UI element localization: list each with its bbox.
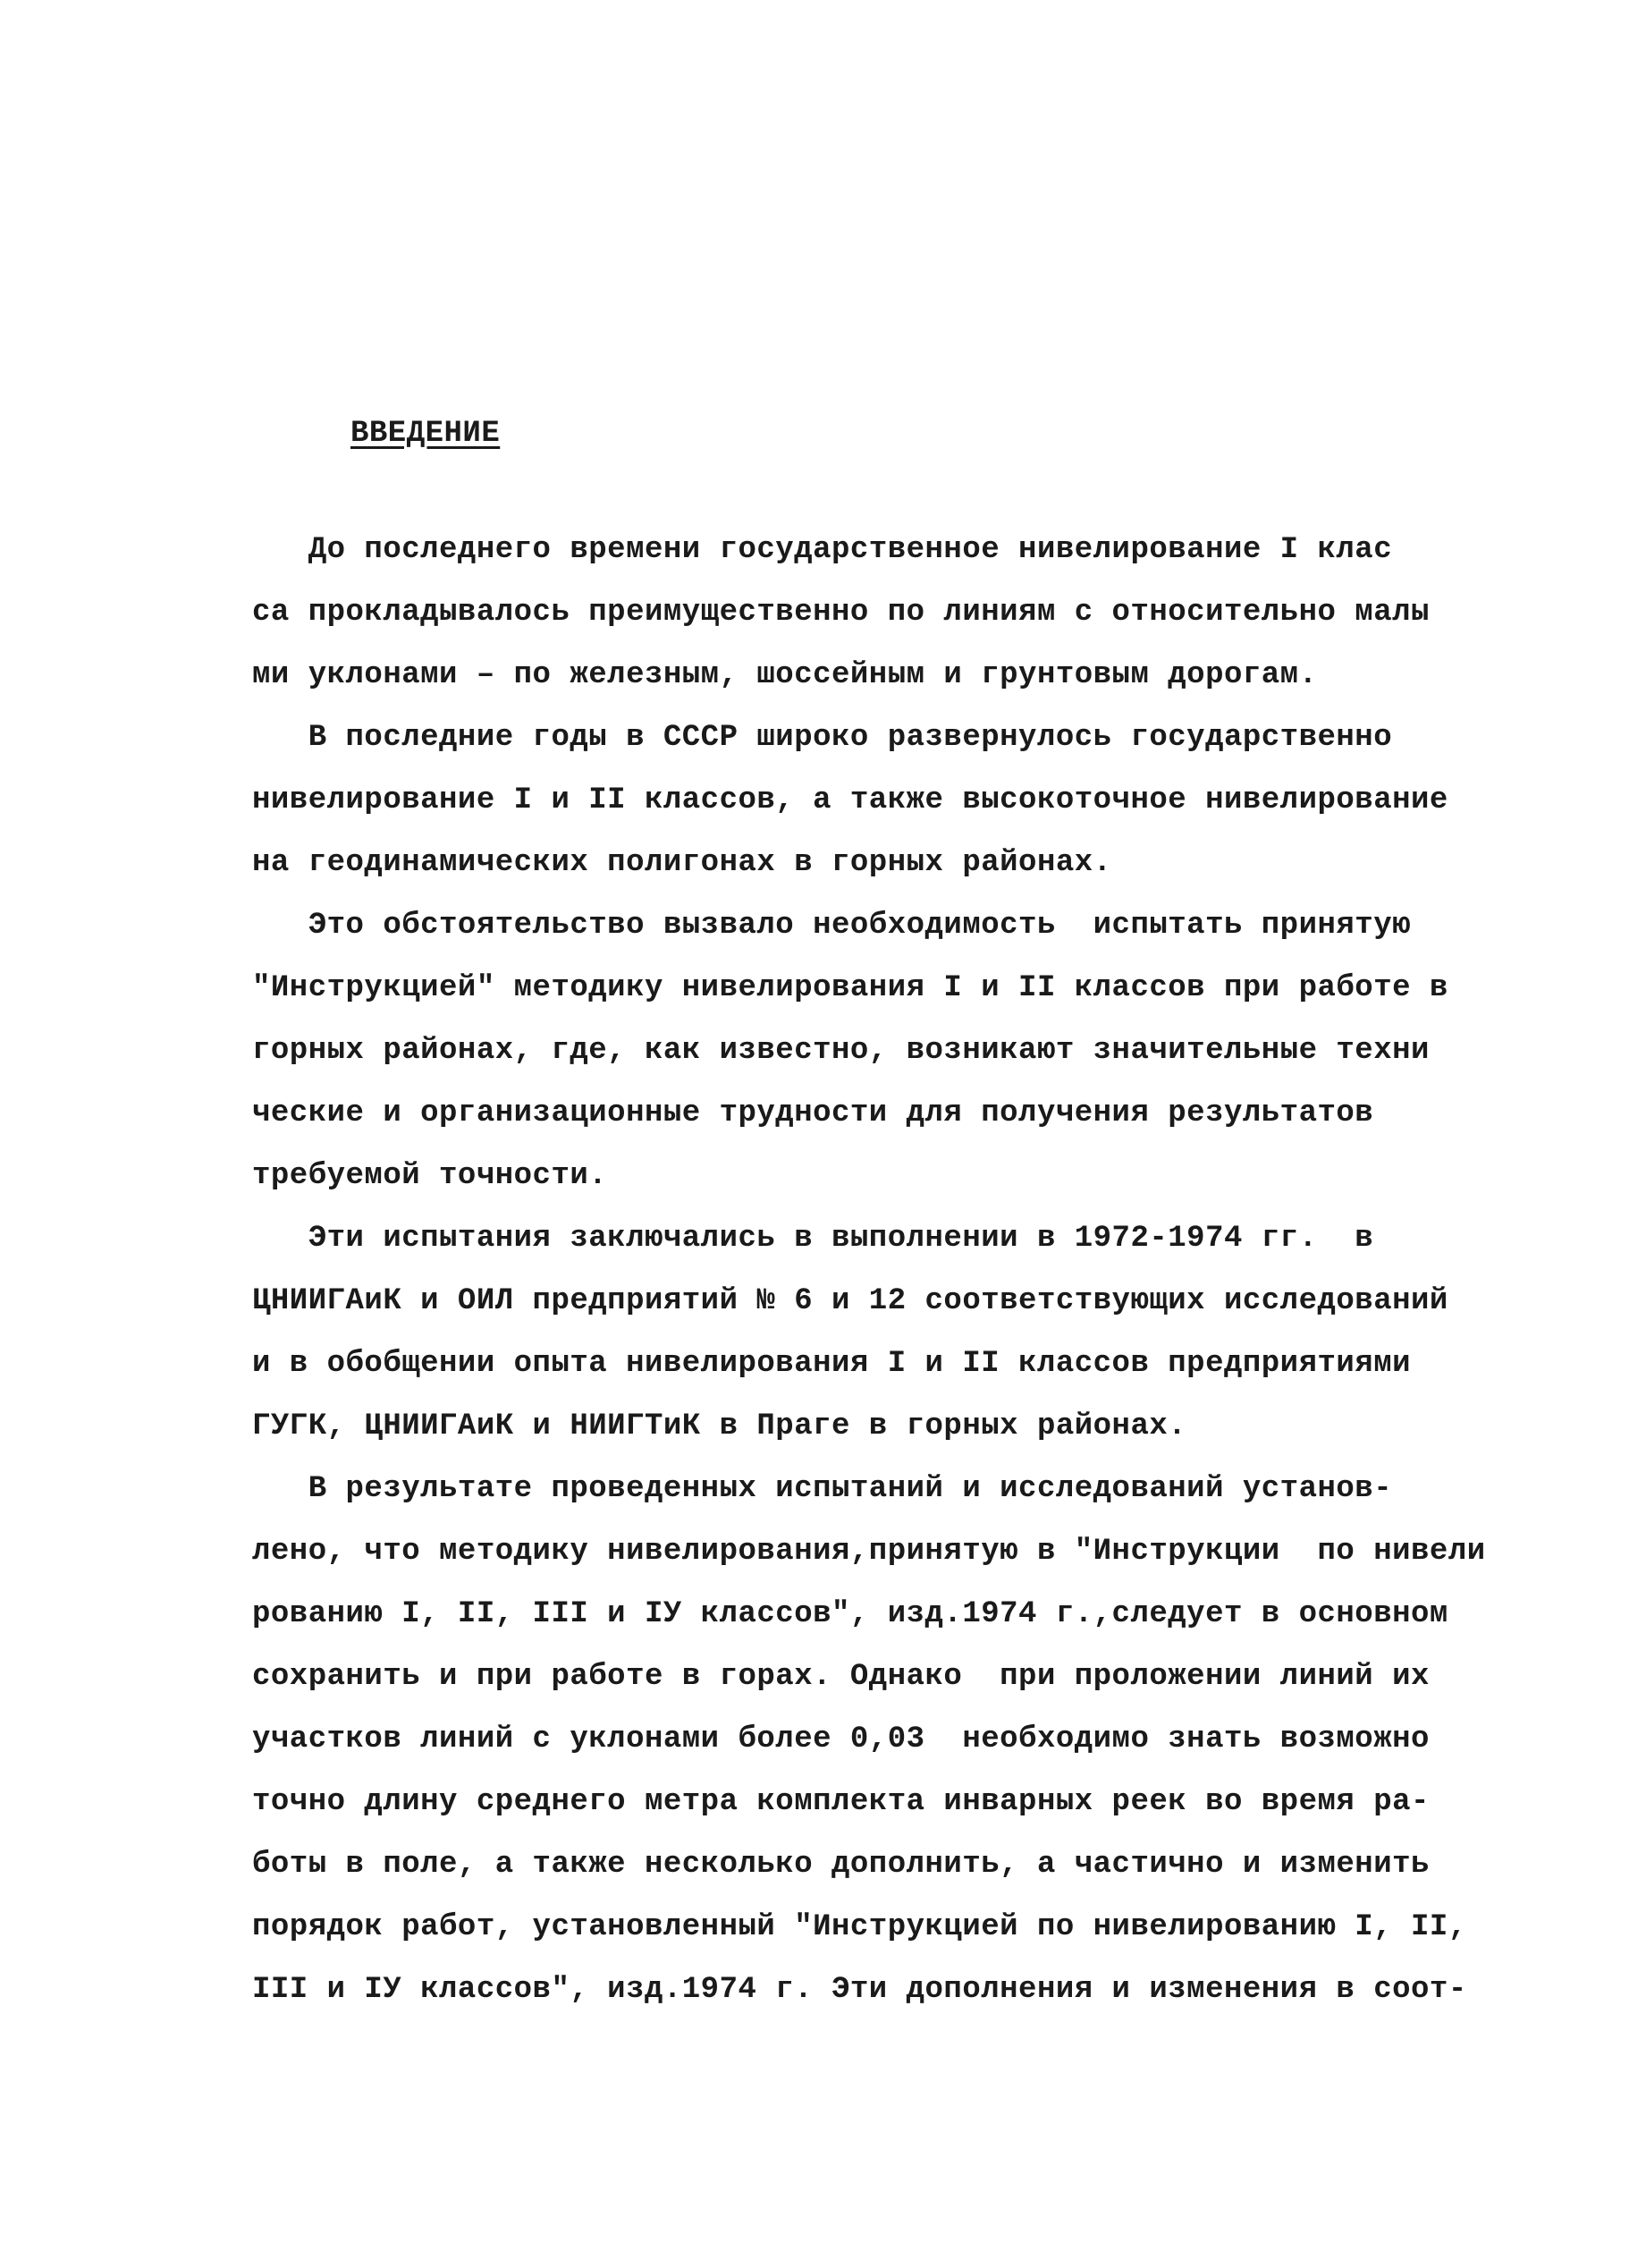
text-line: и в обобщении опыта нивелирования I и II классов предприятиями: [252, 1347, 1412, 1381]
text-line: горных районах, где, как известно, возникают значительные техни: [252, 1034, 1430, 1068]
section-heading: ВВЕДЕНИЕ: [350, 417, 501, 451]
text-line: точно длину среднего метра комплекта инварных реек во время ра-: [252, 1785, 1430, 1819]
text-line: требуемой точности.: [252, 1159, 608, 1193]
text-line: В последние годы в СССР широко развернулось государственно: [252, 721, 1393, 755]
body-text: [252, 519, 1522, 2021]
text-line: "Инструкцией" методику нивелирования I и II классов при работе в: [252, 971, 1448, 1005]
text-line: Это обстоятельство вызвало необходимость испытать принятую: [252, 909, 1412, 943]
text-line: лено, что методику нивелирования,принятую в "Инструкции по нивели: [252, 1535, 1486, 1569]
text-line: порядок работ, установленный "Инструкцией по нивелированию I, II,: [252, 1910, 1467, 1944]
text-line: рованию I, II, III и IУ классов", изд.1974 г.,следует в основном: [252, 1597, 1448, 1631]
text-line: ЦНИИГАиК и ОИЛ предприятий № 6 и 12 соответствующих исследований: [252, 1284, 1448, 1318]
text-line: боты в поле, а также несколько дополнить, а частично и изменить: [252, 1848, 1430, 1882]
text-line: До последнего времени государственное нивелирование I клас: [252, 533, 1393, 567]
text-line: ГУГК, ЦНИИГАиК и НИИГТиК в Праге в горных районах.: [252, 1409, 1187, 1443]
text-line: на геодинамических полигонах в горных районах.: [252, 846, 1112, 880]
text-line: нивелирование I и II классов, а также высокоточное нивелирование: [252, 783, 1448, 817]
text-line: са прокладывалось преимущественно по линиям с относительно малы: [252, 596, 1430, 630]
text-line: В результате проведенных испытаний и исследований установ-: [252, 1472, 1393, 1506]
text-line: сохранить и при работе в горах. Однако при проложении линий их: [252, 1660, 1430, 1694]
text-line: III и IУ классов", изд.1974 г. Эти дополнения и изменения в соот-: [252, 1973, 1467, 2007]
text-line: ческие и организационные трудности для получения результатов: [252, 1096, 1374, 1130]
text-line: участков линий с уклонами более 0,03 необходимо знать возможно: [252, 1722, 1430, 1756]
text-line: Эти испытания заключались в выполнении в 1972-1974 гг. в: [252, 1222, 1374, 1256]
text-line: ми уклонами – по железным, шоссейным и грунтовым дорогам.: [252, 658, 1318, 692]
